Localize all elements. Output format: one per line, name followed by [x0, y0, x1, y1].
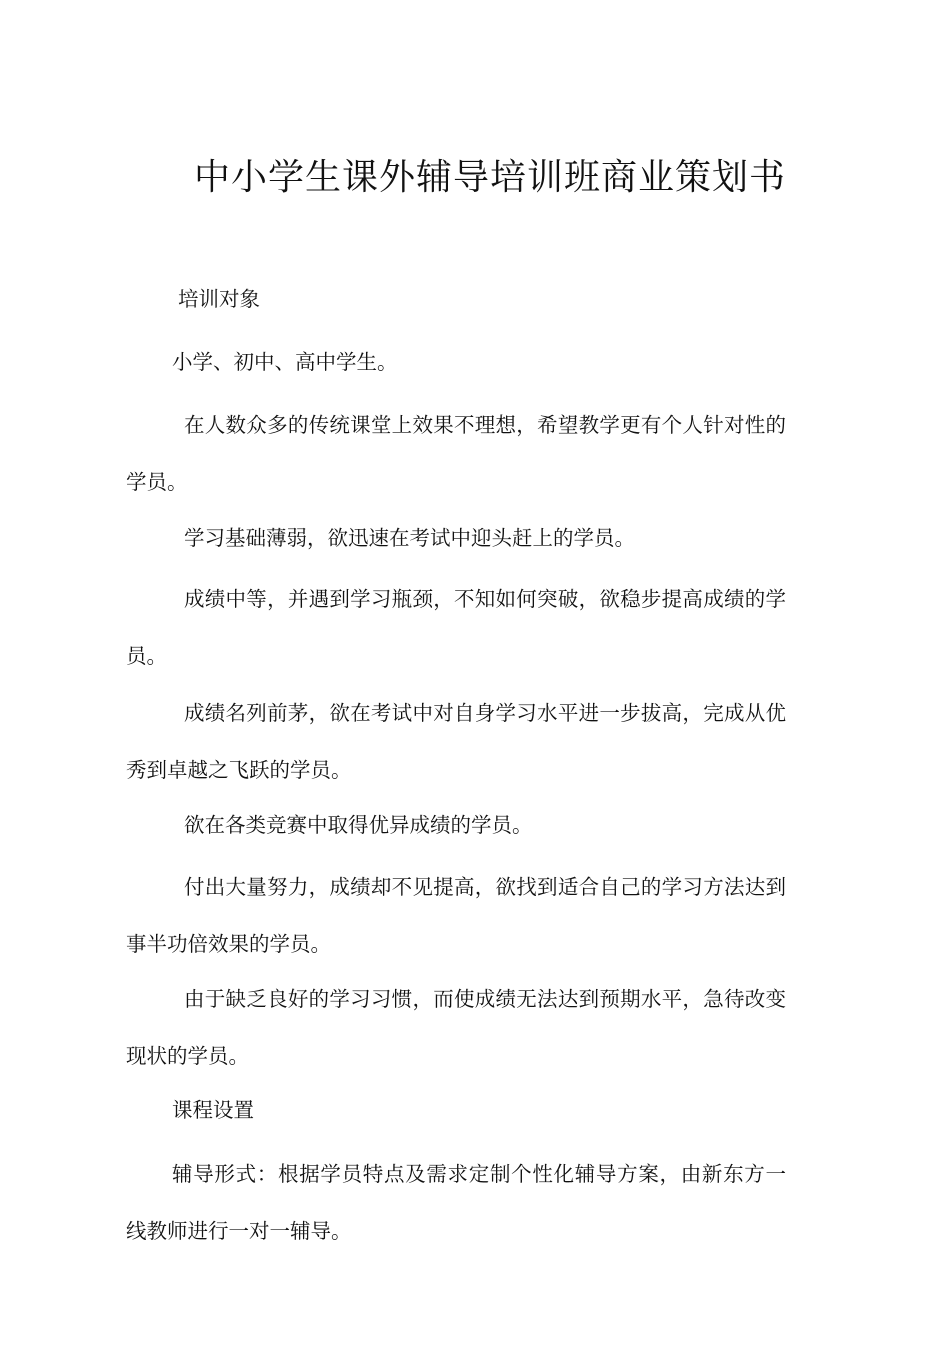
paragraph: 欲在各类竞赛中取得优异成绩的学员。 [184, 813, 533, 837]
document-title: 中小学生课外辅导培训班商业策划书 [193, 157, 786, 198]
paragraph: 辅导形式：根据学员特点及需求定制个性化辅导方案，由新东方一线教师进行一对一辅导。 [126, 1162, 786, 1243]
paragraph: 付出大量努力，成绩却不见提高，欲找到适合自己的学习方法达到事半功倍效果的学员。 [126, 875, 786, 956]
paragraph: 小学、初中、高中学生。 [172, 350, 398, 374]
section-heading-training-target: 培训对象 [178, 287, 260, 311]
section-heading-course-setup: 课程设置 [172, 1098, 254, 1122]
paragraph: 成绩名列前茅，欲在考试中对自身学习水平进一步拔高，完成从优秀到卓越之飞跃的学员。 [126, 701, 786, 782]
paragraph: 成绩中等，并遇到学习瓶颈，不知如何突破，欲稳步提高成绩的学员。 [126, 587, 786, 668]
paragraph: 在人数众多的传统课堂上效果不理想，希望教学更有个人针对性的学员。 [126, 413, 786, 494]
paragraph: 学习基础薄弱，欲迅速在考试中迎头赶上的学员。 [184, 526, 635, 550]
paragraph: 由于缺乏良好的学习习惯，而使成绩无法达到预期水平，急待改变现状的学员。 [126, 987, 786, 1068]
